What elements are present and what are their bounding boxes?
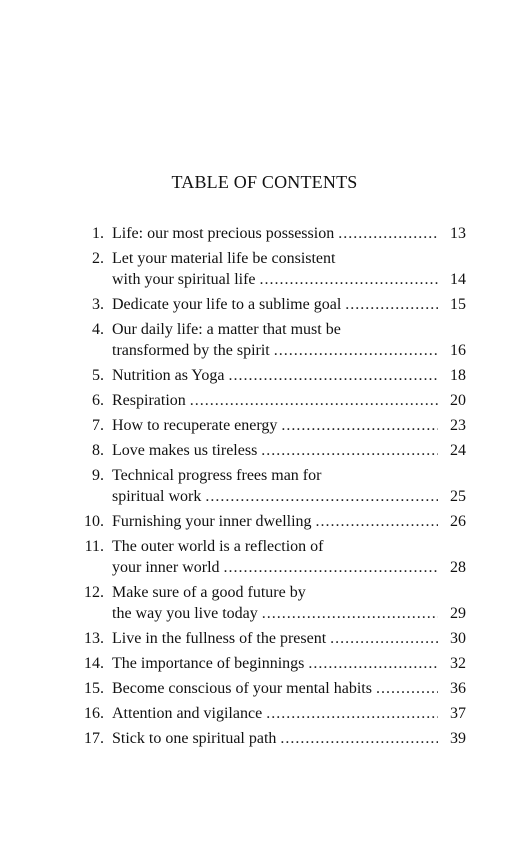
entry-title-line: Dedicate your life to a sublime goal bbox=[112, 296, 342, 313]
entry-number: 14. bbox=[84, 655, 104, 672]
entry-page-number: 29 bbox=[450, 605, 466, 622]
dot-leader bbox=[330, 628, 438, 649]
toc-entry bbox=[64, 390, 466, 411]
entry-title-line: Become conscious of your mental habits bbox=[112, 680, 372, 697]
entry-title-line: with your spiritual life bbox=[112, 271, 256, 288]
toc-entry bbox=[64, 728, 466, 749]
entry-body bbox=[112, 223, 466, 244]
entry-last-line bbox=[112, 703, 466, 724]
entry-title-line: Technical progress frees man for bbox=[112, 467, 322, 484]
dot-leader bbox=[261, 440, 438, 461]
entry-title-line: Stick to one spiritual path bbox=[112, 730, 277, 747]
entry-body bbox=[112, 248, 466, 290]
entry-body bbox=[112, 536, 466, 578]
dot-leader bbox=[205, 486, 438, 507]
entry-last-line bbox=[112, 728, 466, 749]
entry-body bbox=[112, 703, 466, 724]
entry-body bbox=[112, 294, 466, 315]
entry-last-line bbox=[112, 415, 466, 436]
entry-last-line bbox=[112, 678, 466, 699]
entry-title-line: Let your material life be consistent bbox=[112, 250, 336, 267]
entry-title-line: Make sure of a good future by bbox=[112, 584, 306, 601]
entry-title-line: Furnishing your inner dwelling bbox=[112, 513, 312, 530]
toc-entry bbox=[64, 465, 466, 507]
toc-entry bbox=[64, 678, 466, 699]
dot-leader bbox=[260, 269, 438, 290]
entry-title-line: Our daily life: a matter that must be bbox=[112, 321, 341, 338]
entry-title-line: Nutrition as Yoga bbox=[112, 367, 225, 384]
entry-title-line: How to recuperate energy bbox=[112, 417, 278, 434]
dot-leader bbox=[224, 557, 438, 578]
dot-leader bbox=[266, 703, 438, 724]
entry-page-number: 39 bbox=[450, 730, 466, 747]
toc-entry bbox=[64, 582, 466, 624]
toc-entry bbox=[64, 653, 466, 674]
toc-entry bbox=[64, 415, 466, 436]
entry-title-line: transformed by the spirit bbox=[112, 342, 270, 359]
entry-page-number: 18 bbox=[450, 367, 466, 384]
toc-entry bbox=[64, 511, 466, 532]
entry-title-line: The importance of beginnings bbox=[112, 655, 305, 672]
entry-last-line bbox=[112, 440, 466, 461]
toc-entry bbox=[64, 536, 466, 578]
toc-entry bbox=[64, 628, 466, 649]
entry-last-line bbox=[112, 390, 466, 411]
entry-title-line: the way you live today bbox=[112, 605, 258, 622]
entry-number: 1. bbox=[92, 225, 104, 242]
entry-number: 13. bbox=[84, 630, 104, 647]
entry-last-line bbox=[112, 223, 466, 244]
entry-number: 15. bbox=[84, 680, 104, 697]
entry-number: 6. bbox=[92, 392, 104, 409]
entry-body bbox=[112, 415, 466, 436]
entry-number: 2. bbox=[92, 250, 104, 267]
toc-entry bbox=[64, 223, 466, 244]
entry-last-line bbox=[112, 628, 466, 649]
entry-last-line bbox=[112, 486, 466, 507]
entry-page-number: 13 bbox=[450, 225, 466, 242]
entry-number: 4. bbox=[92, 321, 104, 338]
entry-last-line bbox=[112, 340, 466, 361]
entry-number: 11. bbox=[84, 538, 104, 555]
entry-number: 9. bbox=[92, 467, 104, 484]
entry-last-line bbox=[112, 603, 466, 624]
entry-body bbox=[112, 728, 466, 749]
entry-body bbox=[112, 440, 466, 461]
entry-page-number: 28 bbox=[450, 559, 466, 576]
toc-list bbox=[64, 223, 466, 749]
entry-body bbox=[112, 365, 466, 386]
entry-page-number: 32 bbox=[450, 655, 466, 672]
entry-last-line bbox=[112, 511, 466, 532]
dot-leader bbox=[228, 365, 438, 386]
entry-title-line: Life: our most precious possession bbox=[112, 225, 335, 242]
toc-entry bbox=[64, 294, 466, 315]
entry-page-number: 23 bbox=[450, 417, 466, 434]
entry-page-number: 30 bbox=[450, 630, 466, 647]
entry-title-line: spiritual work bbox=[112, 488, 202, 505]
dot-leader bbox=[280, 728, 438, 749]
dot-leader bbox=[281, 415, 438, 436]
dot-leader bbox=[345, 294, 438, 315]
entry-title-line: Live in the fullness of the present bbox=[112, 630, 327, 647]
entry-title-line: Attention and vigilance bbox=[112, 705, 263, 722]
entry-body bbox=[112, 678, 466, 699]
dot-leader bbox=[376, 678, 438, 699]
entry-body bbox=[112, 653, 466, 674]
toc-entry bbox=[64, 703, 466, 724]
entry-page-number: 37 bbox=[450, 705, 466, 722]
entry-body bbox=[112, 628, 466, 649]
entry-page-number: 16 bbox=[450, 342, 466, 359]
page-title: TABLE OF CONTENTS bbox=[171, 172, 358, 192]
entry-last-line bbox=[112, 557, 466, 578]
dot-leader bbox=[190, 390, 438, 411]
entry-body bbox=[112, 319, 466, 361]
entry-number: 12. bbox=[84, 584, 104, 601]
entry-body bbox=[112, 390, 466, 411]
toc-entry bbox=[64, 365, 466, 386]
dot-leader bbox=[308, 653, 438, 674]
dot-leader bbox=[274, 340, 438, 361]
entry-page-number: 24 bbox=[450, 442, 466, 459]
dot-leader bbox=[338, 223, 438, 244]
toc-entry bbox=[64, 319, 466, 361]
entry-body bbox=[112, 511, 466, 532]
entry-page-number: 15 bbox=[450, 296, 466, 313]
entry-body bbox=[112, 465, 466, 507]
entry-page-number: 25 bbox=[450, 488, 466, 505]
entry-number: 10. bbox=[84, 513, 104, 530]
entry-number: 3. bbox=[92, 296, 104, 313]
entry-page-number: 36 bbox=[450, 680, 466, 697]
entry-title-line: Love makes us tireless bbox=[112, 442, 258, 459]
entry-number: 5. bbox=[92, 367, 104, 384]
entry-number: 17. bbox=[84, 730, 104, 747]
entry-last-line bbox=[112, 365, 466, 386]
entry-body bbox=[112, 582, 466, 624]
entry-last-line bbox=[112, 269, 466, 290]
entry-page-number: 14 bbox=[450, 271, 466, 288]
entry-number: 7. bbox=[92, 417, 104, 434]
entry-last-line bbox=[112, 294, 466, 315]
toc-entry bbox=[64, 440, 466, 461]
entry-title-line: The outer world is a reflection of bbox=[112, 538, 324, 555]
entry-title-line: Respiration bbox=[112, 392, 186, 409]
entry-number: 8. bbox=[92, 442, 104, 459]
toc-entry bbox=[64, 248, 466, 290]
entry-page-number: 20 bbox=[450, 392, 466, 409]
dot-leader bbox=[316, 511, 438, 532]
entry-number: 16. bbox=[84, 705, 104, 722]
entry-page-number: 26 bbox=[450, 513, 466, 530]
dot-leader bbox=[262, 603, 438, 624]
entry-last-line bbox=[112, 653, 466, 674]
entry-title-line: your inner world bbox=[112, 559, 220, 576]
